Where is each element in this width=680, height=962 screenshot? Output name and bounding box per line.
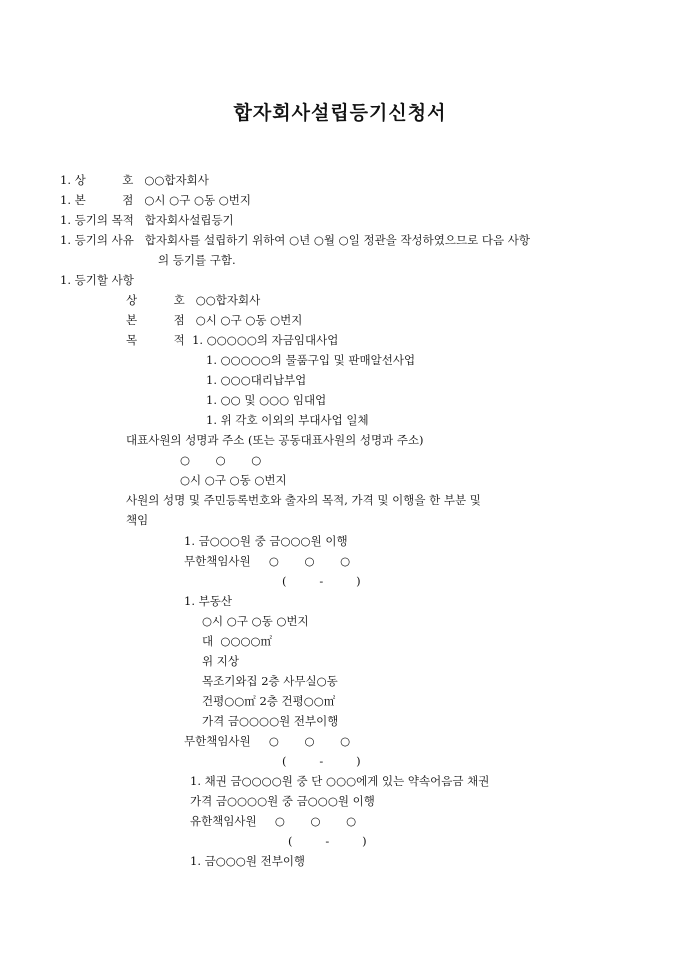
contribution-3: 1. 채권 금○○○○원 중 단 ○○○에게 있는 약속어음금 채권 [190,774,490,788]
item-trade-name: 상 호 ○○합자회사 [126,293,261,307]
contribution-2-price: 가격 금○○○○원 전부이행 [202,714,339,728]
line-items-to-register: 1. 등기할 사항 [60,273,134,287]
line-registration-purpose: 1. 등기의 목적 합자회사설립등기 [60,213,234,227]
contribution-2-address: ○시 ○구 ○동 ○번지 [202,614,309,628]
contribution-3-price: 가격 금○○○○원 중 금○○○원 이행 [190,794,375,808]
representative-name: ○ ○ ○ [180,453,262,467]
representative-heading: 대표사원의 성명과 주소 (또는 공동대표사원의 성명과 주소) [126,433,424,447]
item-purpose: 목 적 1. ○○○○○의 자금임대사업 [126,333,339,347]
contribution-1: 1. 금○○○원 중 금○○○원 이행 [184,534,348,548]
members-heading: 사원의 성명 및 주민등록번호와 출자의 목적, 가격 및 이행을 한 부분 및 [126,493,481,507]
line-registration-reason: 1. 등기의 사유 합자회사를 설립하기 위하여 ○년 ○월 ○일 정관을 작성하였으므로 다음 사항 [60,233,530,247]
line-registration-reason-cont: 의 등기를 구함. [158,253,236,267]
contribution-4: 1. 금○○○원 전부이행 [190,854,306,868]
representative-address: ○시 ○구 ○동 ○번지 [180,473,287,487]
item-purpose-5: 1. 위 각호 이외의 부대사업 일체 [206,413,369,427]
contribution-2-land: 대 ○○○○㎡ [202,634,273,648]
item-head-office: 본 점 ○시 ○구 ○동 ○번지 [126,313,303,327]
contribution-2-floor-area: 건평○○㎡ 2층 건평○○㎡ [202,694,336,708]
contribution-2-above: 위 지상 [202,654,239,668]
contribution-3-member: 유한책임사원 ○ ○ ○ [190,814,357,828]
contribution-2: 1. 부동산 [184,594,232,608]
item-purpose-3: 1. ○○○대리납부업 [206,373,307,387]
contribution-2-id: ( - ) [282,754,361,768]
contribution-1-id: ( - ) [282,574,361,588]
contribution-1-member: 무한책임사원 ○ ○ ○ [184,554,351,568]
contribution-3-id: ( - ) [288,834,367,848]
line-head-office: 1. 본 점 ○시 ○구 ○동 ○번지 [60,193,252,207]
line-trade-name: 1. 상 호 ○○합자회사 [60,173,209,187]
contribution-2-member: 무한책임사원 ○ ○ ○ [184,734,351,748]
item-purpose-2: 1. ○○○○○의 물품구입 및 판매알선사업 [206,353,416,367]
contribution-2-building: 목조기와집 2층 사무실○동 [202,674,338,688]
members-heading-cont: 책임 [126,513,149,527]
document-title: 합자회사설립등기신청서 [233,102,447,124]
item-purpose-4: 1. ○○ 및 ○○○ 임대업 [206,393,327,407]
